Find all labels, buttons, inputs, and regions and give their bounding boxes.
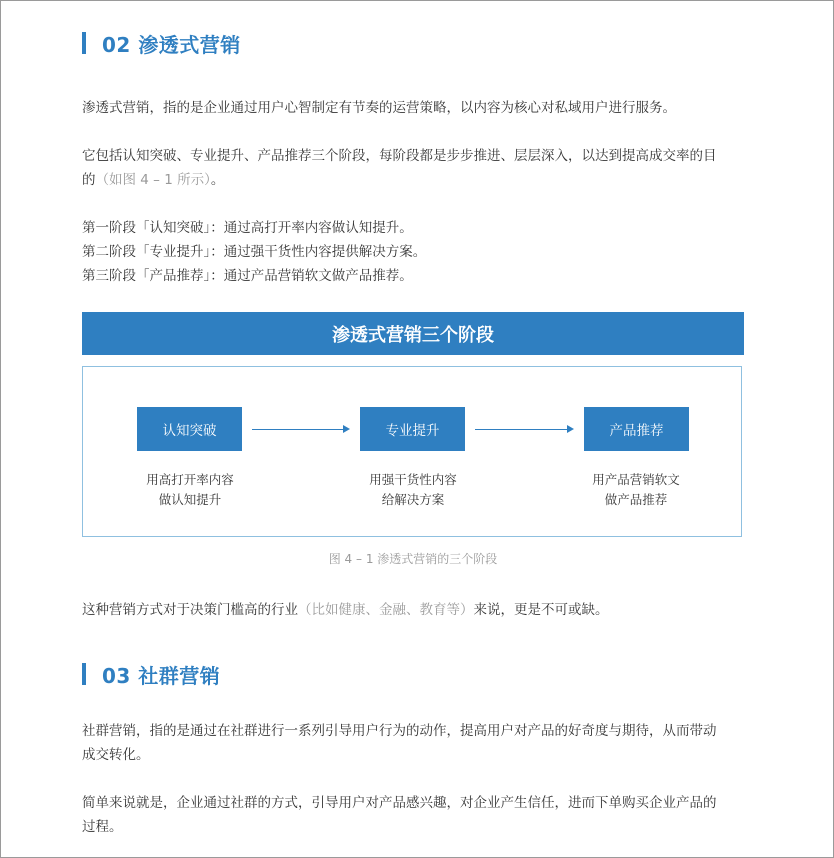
industry-examples: （比如健康、金融、教育等） [298, 602, 474, 618]
stage-description-line: 给解决方案 [381, 492, 445, 507]
intro-paragraph: 渗透式营销，指的是企业通过用户心智制定有节奏的运营策略，以内容为核心对私域用户进行服务。 [82, 100, 676, 116]
community-para-1-line-1: 社群营销，指的是通过在社群进行一系列引导用户行为的动作，提高用户对产品的好奇度与期待，从而带动 [82, 723, 717, 739]
stage-box-awareness: 认知突破 [137, 407, 242, 451]
stage-description-line: 做产品推荐 [604, 492, 668, 507]
stage-description-line: 用产品营销软文 [592, 472, 680, 487]
heading-accent-bar [82, 663, 86, 685]
section-heading-02 [82, 30, 241, 56]
detail-line-1: 它包括认知突破、专业提升、产品推荐三个阶段，每阶段都是步步推进、层层深入，以达到提高成交率的目 [82, 148, 717, 164]
heading-accent-bar [82, 32, 86, 54]
stage-description [566, 470, 706, 510]
stage-description [120, 470, 260, 510]
section-title: 03 社群营销 [102, 663, 221, 688]
stage-line-1: 第一阶段「认知突破」：通过高打开率内容做认知提升。 [82, 220, 413, 236]
figure-reference: （如图 4 – 1 所示） [95, 172, 211, 188]
stage-box-expertise: 专业提升 [360, 407, 465, 451]
stage-box-recommendation: 产品推荐 [584, 407, 689, 451]
detail-suffix: 。 [210, 172, 225, 188]
stage-description [343, 470, 483, 510]
detail-line-2 [82, 168, 750, 192]
closing-prefix: 这种营销方式对于决策门槛高的行业 [82, 602, 298, 618]
section-title: 02 渗透式营销 [102, 32, 241, 57]
diagram-box [82, 366, 742, 537]
stage-description-line: 做认知提升 [158, 492, 222, 507]
detail-prefix: 的 [82, 172, 96, 188]
stage-description-line: 用高打开率内容 [146, 472, 234, 487]
diagram-title-banner: 渗透式营销三个阶段 [82, 312, 744, 355]
arrow-right-icon [252, 429, 344, 430]
figure-caption: 图 4 – 1 渗透式营销的三个阶段 [328, 552, 498, 566]
stage-description-line: 用强干货性内容 [369, 472, 457, 487]
stage-line-2: 第二阶段「专业提升」：通过强干货性内容提供解决方案。 [82, 244, 427, 260]
closing-suffix: 来说，更是不可或缺。 [473, 602, 609, 618]
stage-line-3: 第三阶段「产品推荐」：通过产品营销软文做产品推荐。 [82, 268, 413, 284]
community-para-2-line-2: 过程。 [82, 819, 123, 835]
arrow-right-icon [475, 429, 568, 430]
community-para-2-line-1: 简单来说就是，企业通过社群的方式，引导用户对产品感兴趣，对企业产生信任，进而下单购买企业产品的 [82, 795, 717, 811]
closing-paragraph [82, 598, 750, 622]
community-para-1-line-2: 成交转化。 [82, 747, 150, 763]
section-heading-03 [82, 661, 220, 687]
